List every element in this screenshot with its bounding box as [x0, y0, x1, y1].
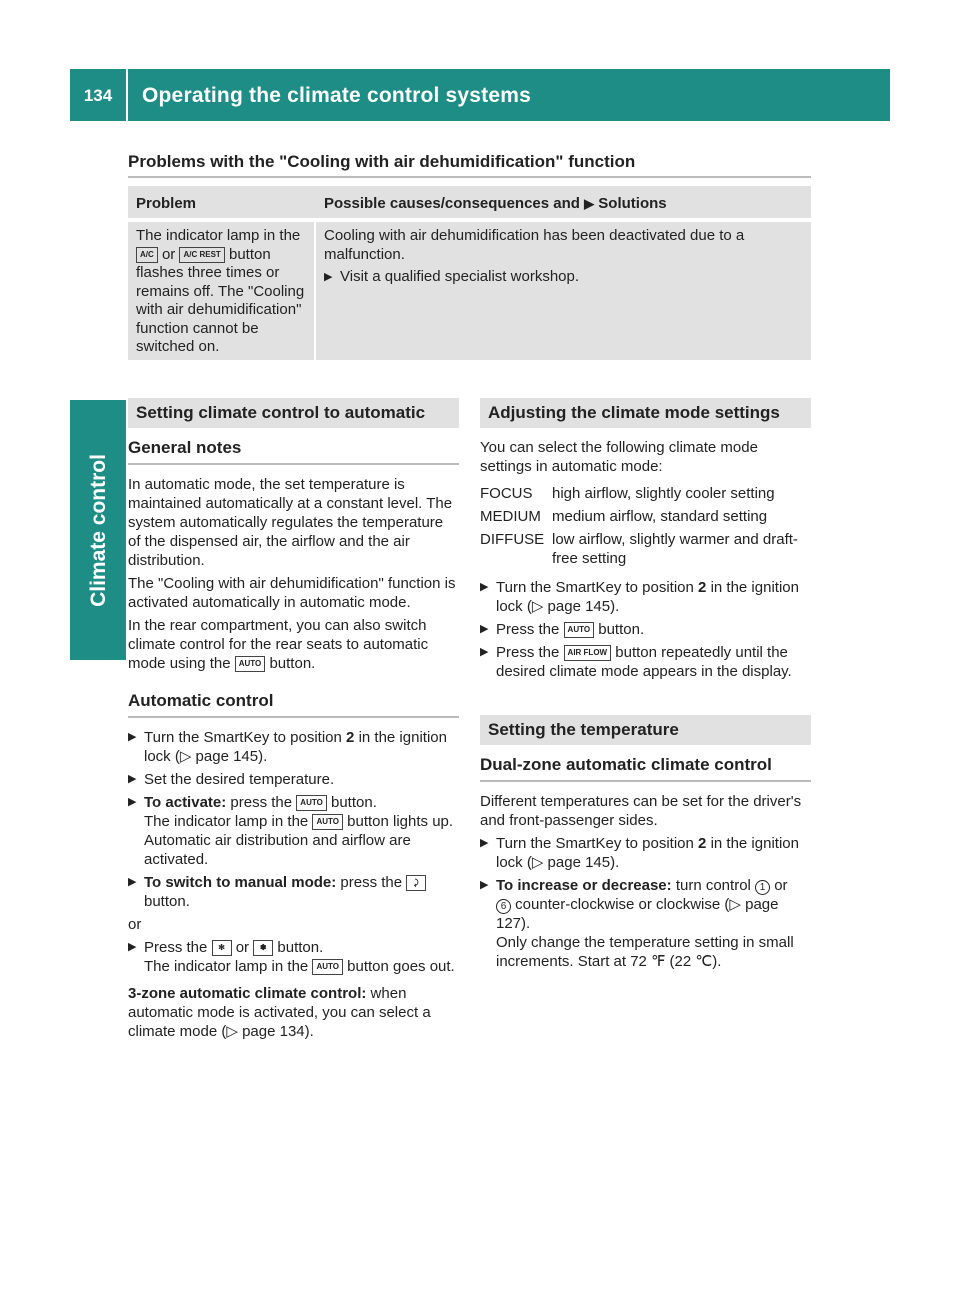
step-fan	[128, 938, 459, 976]
air-distribution-button-icon: ⤸	[406, 875, 426, 891]
arrow-icon: ▶	[480, 646, 489, 658]
air-flow-button-icon: AIR FLOW	[564, 645, 612, 661]
step-text: or	[774, 877, 788, 894]
ac-rest-button-icon: A/C REST	[179, 247, 224, 263]
arrow-icon: ▶	[128, 941, 137, 953]
step-smartkey	[480, 834, 811, 872]
step-text: press the	[230, 794, 293, 811]
p3-end: button.	[269, 655, 316, 672]
step-text: button.	[598, 621, 645, 638]
arrow-icon: ▶	[128, 731, 137, 743]
section-heading-climate-mode: Adjusting the climate mode settings	[480, 398, 811, 428]
step-set-temp	[128, 770, 459, 789]
side-tab-label: Climate control	[86, 453, 110, 607]
step-activate	[128, 793, 459, 869]
problem-cell	[128, 222, 314, 360]
page-number: 134	[83, 85, 113, 105]
control-6-callout: 6	[496, 899, 511, 914]
p3-text: In the rear compartment, you can also switch climate control for the rear seats to automatic mode using the	[128, 617, 429, 672]
general-notes-heading: General notes	[128, 438, 459, 465]
arrow-icon: ▶	[584, 196, 595, 211]
auto-button-icon: AUTO	[296, 795, 327, 811]
general-notes-p2: The "Cooling with air dehumidification" function is activated automatically in automatic mode.	[128, 575, 456, 611]
general-notes-p3	[128, 616, 459, 673]
step-press-airflow	[480, 643, 811, 681]
step-label: To activate:	[144, 794, 227, 811]
solution-step	[324, 268, 803, 287]
left-column	[128, 398, 459, 1045]
right-column	[480, 398, 811, 975]
fan-up-button-icon: ✽	[253, 940, 273, 956]
step-smartkey	[128, 728, 459, 766]
step-manual	[128, 873, 459, 911]
cause-text: Cooling with air dehumidification has been deactivated due to a malfunction.	[324, 227, 745, 263]
step-text: Set the desired temperature.	[144, 771, 335, 788]
step-label: To switch to manual mode:	[144, 874, 337, 891]
step-text: press the	[340, 874, 403, 891]
general-notes-p1: In automatic mode, the set temperature is maintained automatically at a constant level. The system automatically regulates the temperature of the dispensed air, the airflow and the air distribution.	[128, 476, 453, 569]
step-smartkey	[480, 578, 811, 616]
position-number: 2	[346, 729, 355, 746]
step-text: button.	[144, 893, 190, 910]
auto-button-icon: AUTO	[312, 814, 343, 830]
automatic-control-heading: Automatic control	[128, 691, 459, 718]
arrow-icon: ▶	[480, 837, 489, 849]
side-tab-label-wrap	[70, 395, 126, 665]
climate-mode-list	[480, 484, 811, 568]
chapter-title: Operating the climate control systems	[142, 83, 532, 107]
zone-text: when automatic mode is activated, you can select a climate mode (▷ page 134).	[128, 985, 431, 1040]
page-header	[70, 69, 890, 121]
step-text: button.	[331, 794, 377, 811]
step-temperature	[480, 876, 811, 971]
section-heading-automatic: Setting climate control to automatic	[128, 398, 459, 428]
step-text: counter-clockwise or clockwise (▷ page 127).	[496, 896, 779, 932]
step-text: The indicator lamp in the	[144, 958, 309, 975]
step-text: The indicator lamp in the	[144, 813, 309, 830]
arrow-icon: ▶	[128, 773, 137, 785]
arrow-icon: ▶	[480, 879, 489, 891]
step-press-auto	[480, 620, 811, 639]
step-text: Turn the SmartKey to position	[496, 579, 694, 596]
auto-button-icon: AUTO	[312, 959, 343, 975]
table-header-problem: Problem	[136, 195, 197, 212]
mode-desc: medium airflow, standard setting	[552, 508, 768, 525]
step-text: Press the	[496, 621, 560, 638]
title-rule	[128, 176, 811, 178]
fan-down-button-icon: ✻	[212, 940, 232, 956]
step-text: button lights up. Automatic air distribution and airflow are activated.	[144, 813, 454, 868]
climate-mode-intro: You can select the following climate mode settings in automatic mode:	[480, 439, 758, 475]
step-label: To increase or decrease:	[496, 877, 672, 894]
ac-button-icon: A/C	[136, 247, 158, 263]
zone-label: 3-zone automatic climate control:	[128, 985, 367, 1002]
table-row	[128, 222, 811, 360]
step-text: Press the	[496, 644, 560, 661]
dual-zone-intro: Different temperatures can be set for the driver's and front-passenger sides.	[480, 793, 802, 829]
mode-desc: low airflow, slightly warmer and draft-free setting	[552, 531, 798, 567]
arrow-icon: ▶	[480, 623, 489, 635]
arrow-icon: ▶	[324, 271, 333, 283]
mode-desc: high airflow, slightly cooler setting	[552, 485, 775, 502]
auto-button-icon: AUTO	[235, 656, 266, 672]
header-prefix: Possible causes/consequences and	[324, 195, 580, 212]
control-1-callout: 1	[755, 880, 770, 895]
step-text: Turn the SmartKey to position	[496, 835, 694, 852]
or-text: or	[128, 916, 142, 933]
problem-text-1: The indicator lamp in the	[136, 227, 301, 244]
step-text: Press the	[144, 939, 208, 956]
step-text: in the ignition lock (▷ page 145).	[496, 579, 799, 615]
position-number: 2	[698, 835, 707, 852]
mode-name: FOCUS	[480, 485, 533, 502]
step-text: or	[235, 939, 250, 956]
table-header	[128, 186, 811, 218]
problem-or: or	[161, 245, 176, 263]
page-title: Problems with the "Cooling with air dehumidification" function	[128, 152, 636, 171]
step-text: Only change the temperature setting in small increments. Start at 72 ℉ (22 ℃).	[496, 934, 794, 970]
solution-text: Visit a qualified specialist workshop.	[340, 268, 580, 285]
mode-name: DIFFUSE	[480, 531, 545, 548]
zone-paragraph	[128, 984, 459, 1041]
solution-cell	[316, 222, 811, 360]
arrow-icon: ▶	[128, 876, 137, 888]
position-number: 2	[698, 579, 707, 596]
step-text: button goes out.	[347, 958, 455, 975]
step-text: turn control	[675, 877, 751, 894]
mode-name: MEDIUM	[480, 508, 541, 525]
dual-zone-heading: Dual-zone automatic climate control	[480, 755, 811, 782]
auto-button-icon: AUTO	[564, 622, 595, 638]
step-text: Turn the SmartKey to position	[144, 729, 342, 746]
section-heading-temperature: Setting the temperature	[480, 715, 811, 745]
header-suffix: Solutions	[598, 195, 667, 212]
step-text: in the ignition lock (▷ page 145).	[496, 835, 799, 871]
arrow-icon: ▶	[480, 581, 489, 593]
step-text: button repeatedly until the desired climate mode appears in the display.	[496, 644, 792, 680]
problem-text-2: button flashes three times or remains off. The "Cooling with air dehumidification" function cannot be switched on.	[136, 245, 305, 355]
arrow-icon: ▶	[128, 796, 137, 808]
step-text: in the ignition lock (▷ page 145).	[144, 729, 447, 765]
step-text: button.	[277, 939, 324, 956]
table-header-solutions	[324, 194, 667, 213]
